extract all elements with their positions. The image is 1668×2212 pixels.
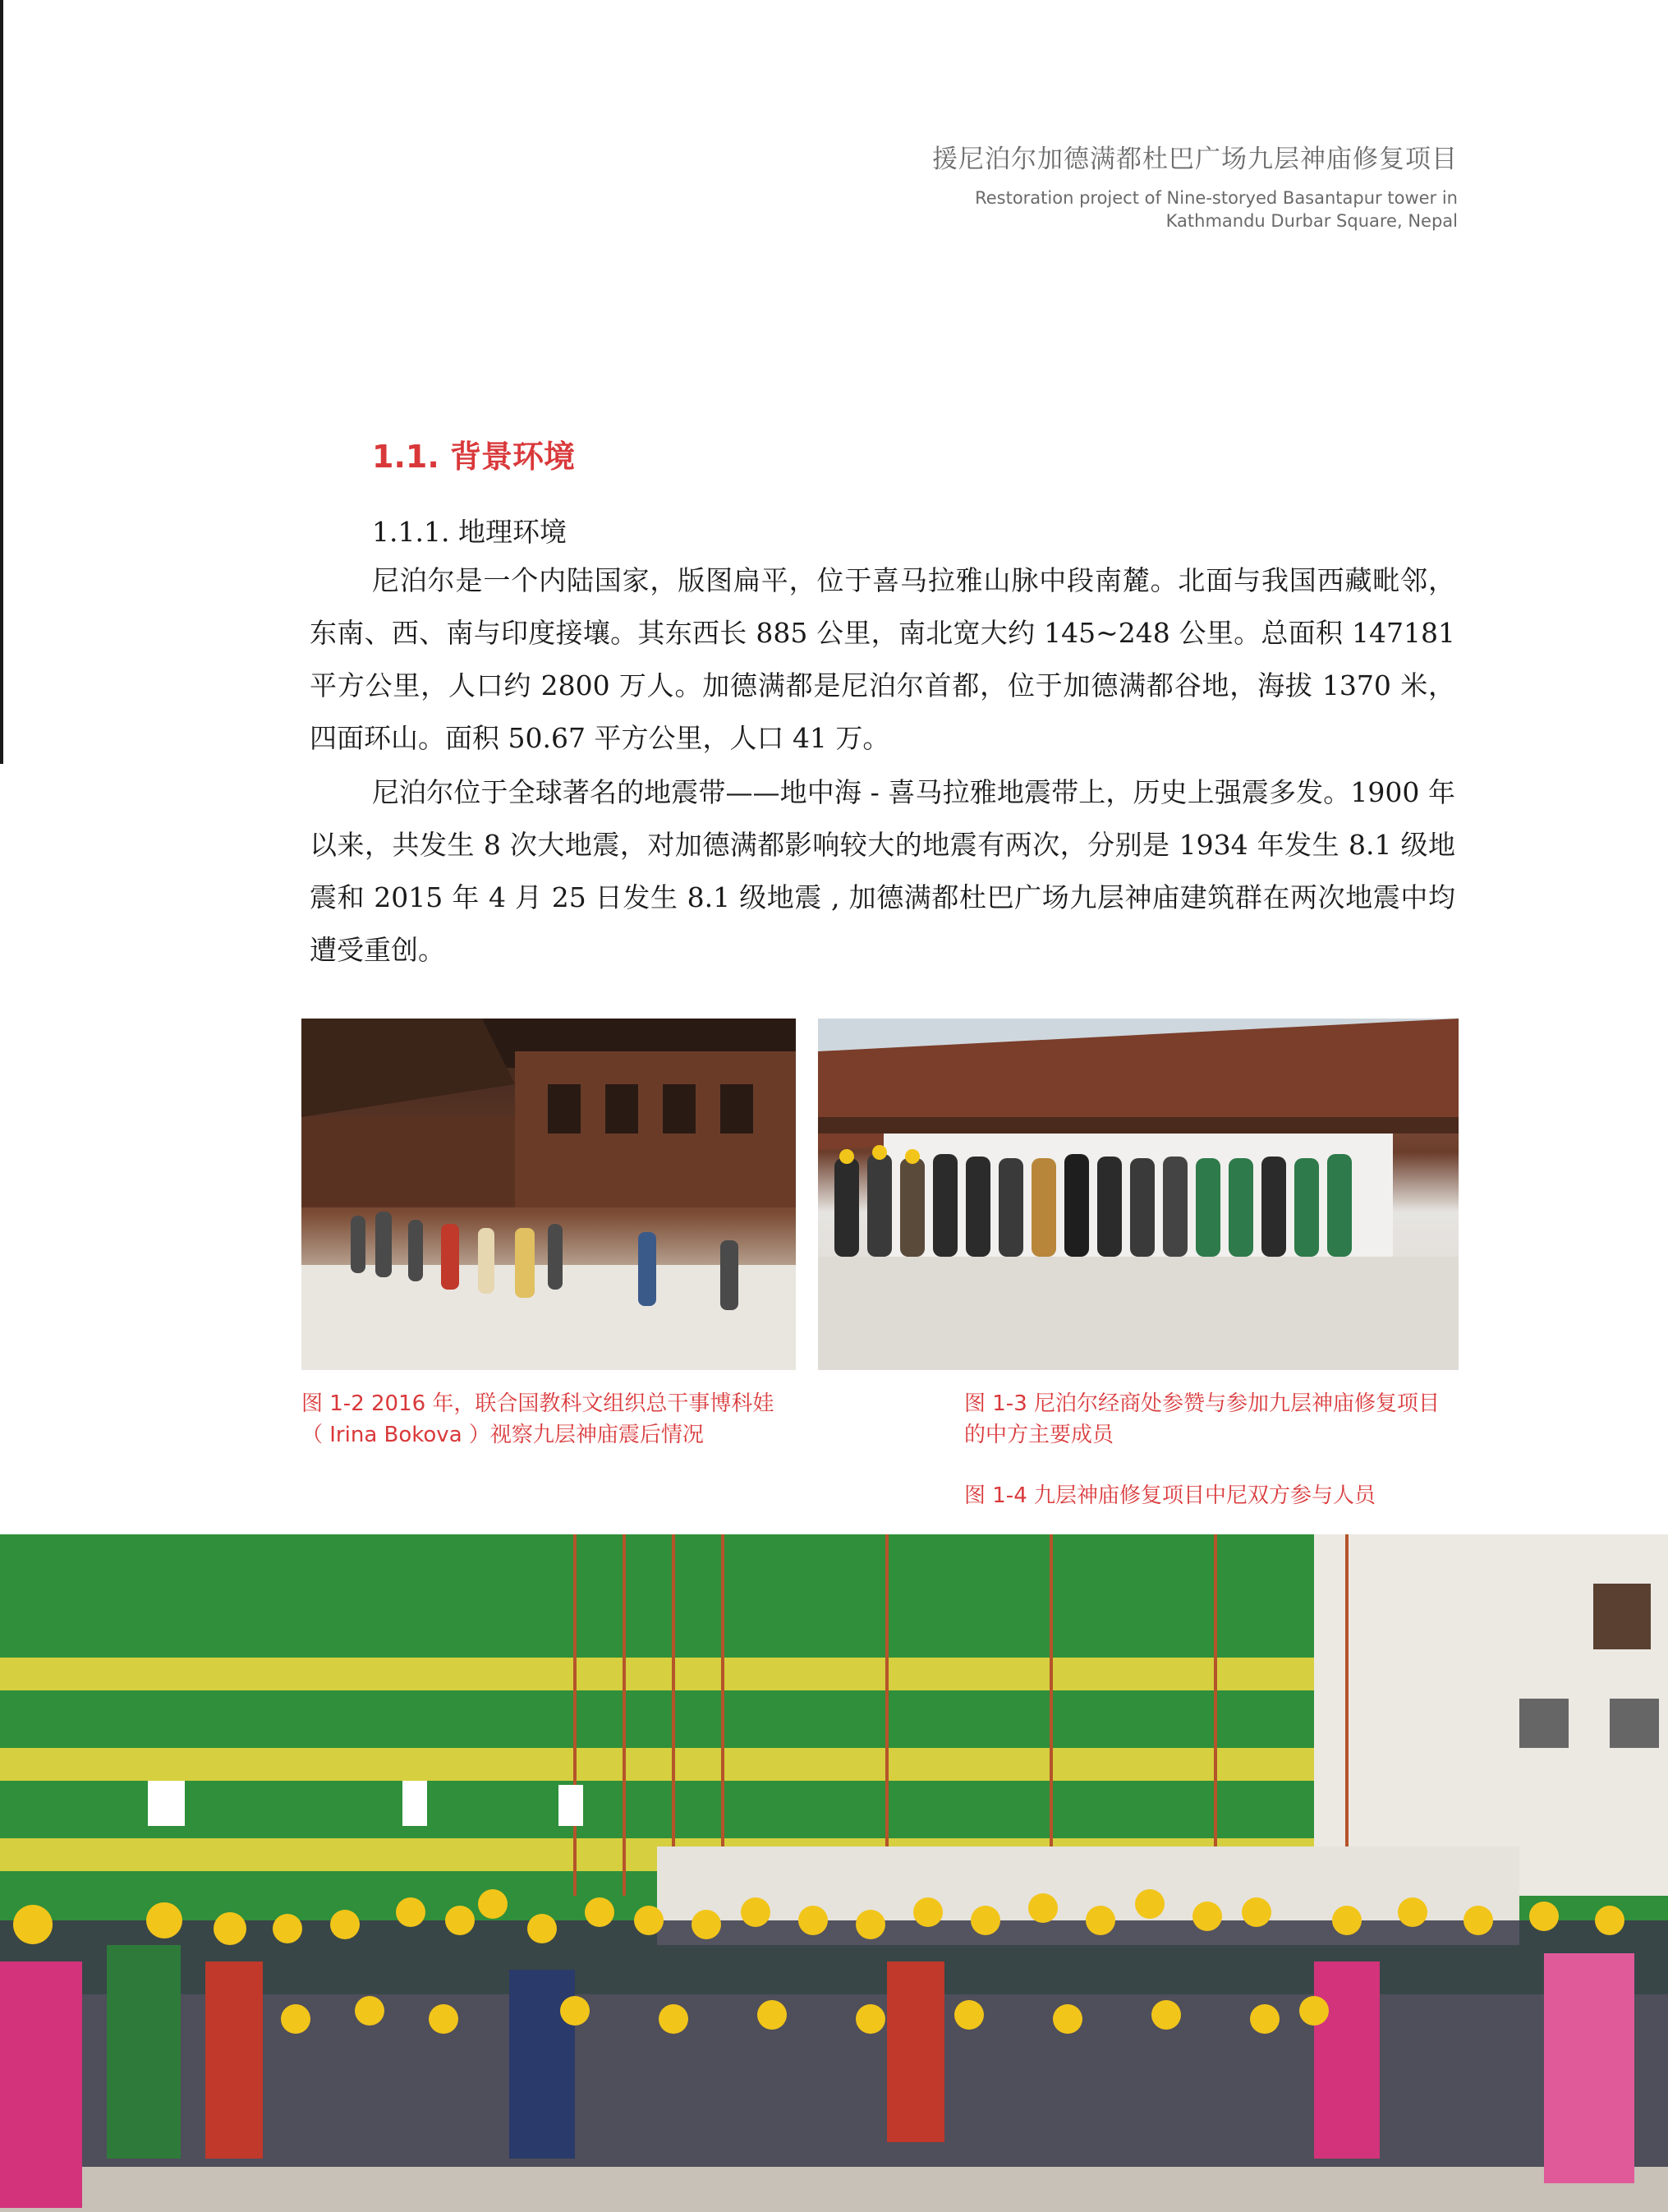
caption-line: （ Irina Bokova ）视察九层神庙震后情况	[301, 1423, 704, 1447]
caption-line: 图 1-3 尼泊尔经商处参赞与参加九层神庙修复项目	[964, 1391, 1440, 1416]
paragraph-text: 尼泊尔是一个内陆国家，版图扁平，位于喜马拉雅山脉中段南麓。北面与我国西藏毗邻，东南、西、南与印度接壤。其东西长 885 公里，南北宽大约 145~248 公里。总面积 147181 平方公里，人口约 2800 万人。加德满都是尼泊尔首都，位于加德满都谷地，海拔 1370 米，四面环山。面积 50.67 平方公里，人口 41 万。	[310, 564, 1455, 754]
caption-figure-1-4: 图 1-4 九层神庙修复项目中尼双方参与人员	[964, 1483, 1376, 1508]
photo-figure-1-2-illustration	[301, 1019, 796, 1370]
header-title-cn: 援尼泊尔加德满都杜巴广场九层神庙修复项目	[932, 145, 1458, 174]
photo-figure-1-4	[0, 1534, 1668, 2212]
paragraph-text: 尼泊尔位于全球著名的地震带——地中海 - 喜马拉雅地震带上，历史上强震多发。1900 年以来，共发生 8 次大地震，对加德满都影响较大的地震有两次，分别是 1934 年发生 8.1 级地震和 2015 年 4 月 25 日发生 8.1 级地震 , 加德满都杜巴广场九层神庙建筑群在两次地震中均遭受重创。	[310, 776, 1455, 966]
body-paragraph-2	[310, 766, 1455, 977]
caption-figure-1-3	[964, 1388, 1490, 1451]
page-edge-rule	[0, 0, 3, 764]
header-title-en-line2: Kathmandu Durbar Square, Nepal	[1165, 211, 1458, 231]
photo-figure-1-3-illustration	[818, 1019, 1459, 1370]
caption-line: 的中方主要成员	[964, 1423, 1114, 1447]
body-paragraph-1	[310, 554, 1455, 765]
photo-figure-1-4-illustration	[0, 1534, 1668, 2212]
running-header	[932, 138, 1458, 232]
subsection-title: 1.1.1. 地理环境	[372, 516, 567, 548]
photo-figure-1-2	[301, 1019, 796, 1370]
photo-figure-1-3	[818, 1019, 1459, 1370]
section-title: 1.1. 背景环境	[372, 439, 575, 475]
header-title-en-line1: Restoration project of Nine-storyed Basantapur tower in	[975, 188, 1458, 208]
caption-line: 图 1-2 2016 年，联合国教科文组织总干事博科娃	[301, 1391, 774, 1416]
caption-figure-1-2	[301, 1388, 827, 1451]
